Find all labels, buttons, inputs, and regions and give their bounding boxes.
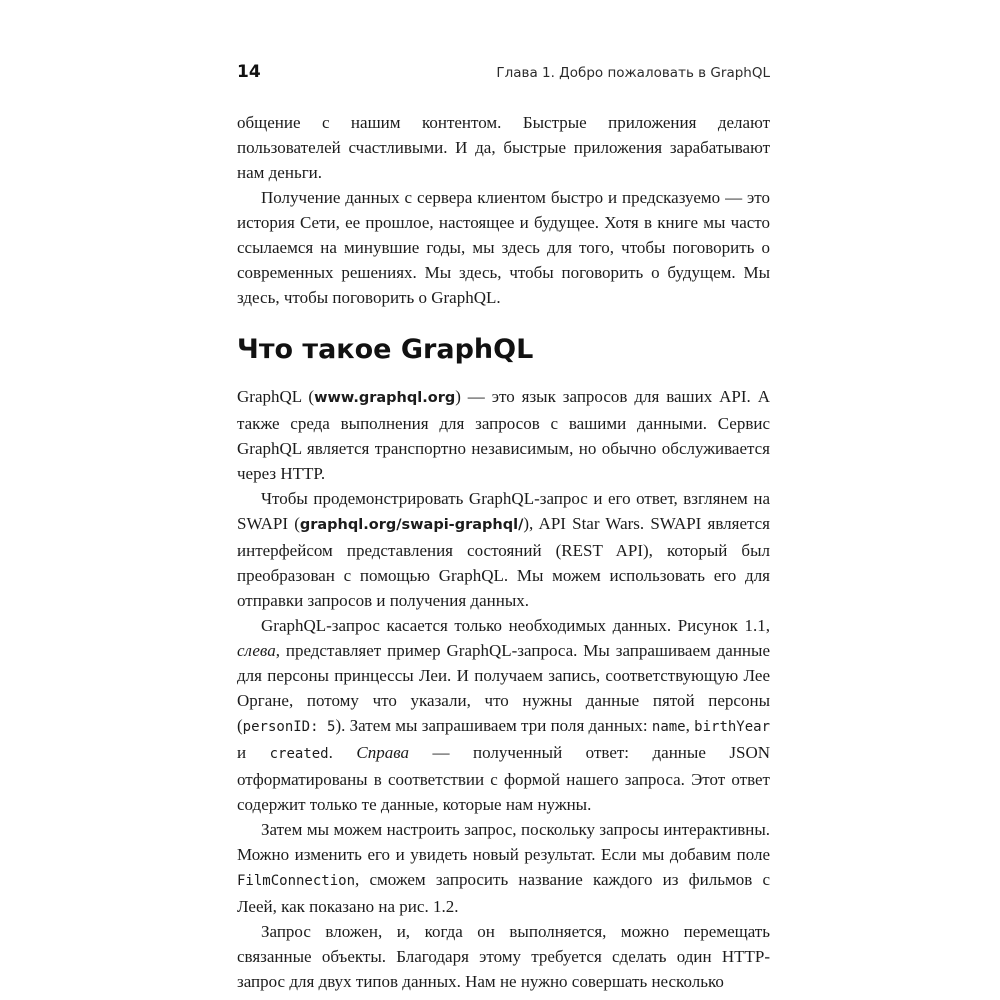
inline-code: FilmConnection [237,873,356,889]
text-run: Затем мы можем настроить запрос, поскольку запросы интерактивны. Можно изменить его и увидеть новый результат. Если мы добавим поле [237,820,770,864]
text-run: Чтобы продемонстрировать GraphQL-запрос и его ответ, взглянем на SWAPI ( [237,489,770,533]
paragraph [237,110,770,185]
text-run: GraphQL-запрос касается только необходимых данных. Рисунок 1.1, [261,616,770,635]
text-run: Получение данных с сервера клиентом быстро и предсказуемо — это история Сети, ее прошлое, настоящее и будущее. Хотя в книге мы часто ссылаемся на минувшие годы, мы здесь для того, чтобы поговорить о современных решениях. Мы здесь, чтобы поговорить о будущем. Мы здесь, чтобы поговорить о GraphQL. [237,188,770,307]
inline-code: birthYear [694,719,771,735]
text-run: ), API Star Wars. SWAPI является интерфейсом представления состояний (REST API), который был преобразован с помощью GraphQL. Мы можем использовать его для отправки запросов и получения данных. [237,514,770,610]
inline-code: created [269,746,329,762]
section-heading: Что такое GraphQL [237,334,534,365]
text-run: Запрос вложен, и, когда он выполняется, можно перемещать связанные объекты. Благодаря этому требуется сделать один HTTP-запрос для двух типов данных. Нам не нужно совершать несколько [237,922,770,991]
text-run: . [328,743,357,762]
text-run: и [237,743,270,762]
text-run: ). Затем мы запрашиваем три поля данных: [335,716,652,735]
paragraph [237,919,770,994]
url-text: graphql.org/swapi-graphql/ [299,517,524,533]
text-run: слева [237,641,276,660]
running-header [237,62,770,82]
text-run: , представляет пример GraphQL-запроса. Мы запрашиваем данные для персоны принцессы Леи. И получаем запись, соответствующую Лее Органе, потому что указали, что нужны данные пятой персоны ( [237,641,770,735]
content [237,110,770,994]
page-number: 14 [237,62,261,82]
text-run: , сможем запросить название каждого из фильмов с Леей, как показано на рис. 1.2. [237,870,770,916]
paragraph [237,817,770,919]
running-head-title: Глава 1. Добро пожаловать в GraphQL [496,65,770,81]
text-run: общение с нашим контентом. Быстрые приложения делают пользователей счастливыми. И да, быстрые приложения зарабатывают нам деньги. [237,113,770,182]
inline-code: name [651,719,686,735]
paragraph [237,384,770,486]
text-run: — полученный ответ: данные JSON отформатированы в соответствии с формой нашего запроса. Этот ответ содержит только те данные, которые нам нужны. [237,743,771,814]
paragraph [237,613,770,817]
inline-code: personID: 5 [242,719,336,735]
text-run: , [685,716,695,735]
text-run: ) — это язык запросов для ваших API. А также среда выполнения для запросов с вашими данными. Сервис GraphQL является транспортно независимым, но обычно обслуживается через HTTP. [237,387,770,483]
paragraph [237,185,770,310]
text-run: Справа [356,743,409,762]
url-text: www.graphql.org [314,390,456,406]
paragraph [237,486,770,613]
text-run: GraphQL ( [237,387,315,406]
